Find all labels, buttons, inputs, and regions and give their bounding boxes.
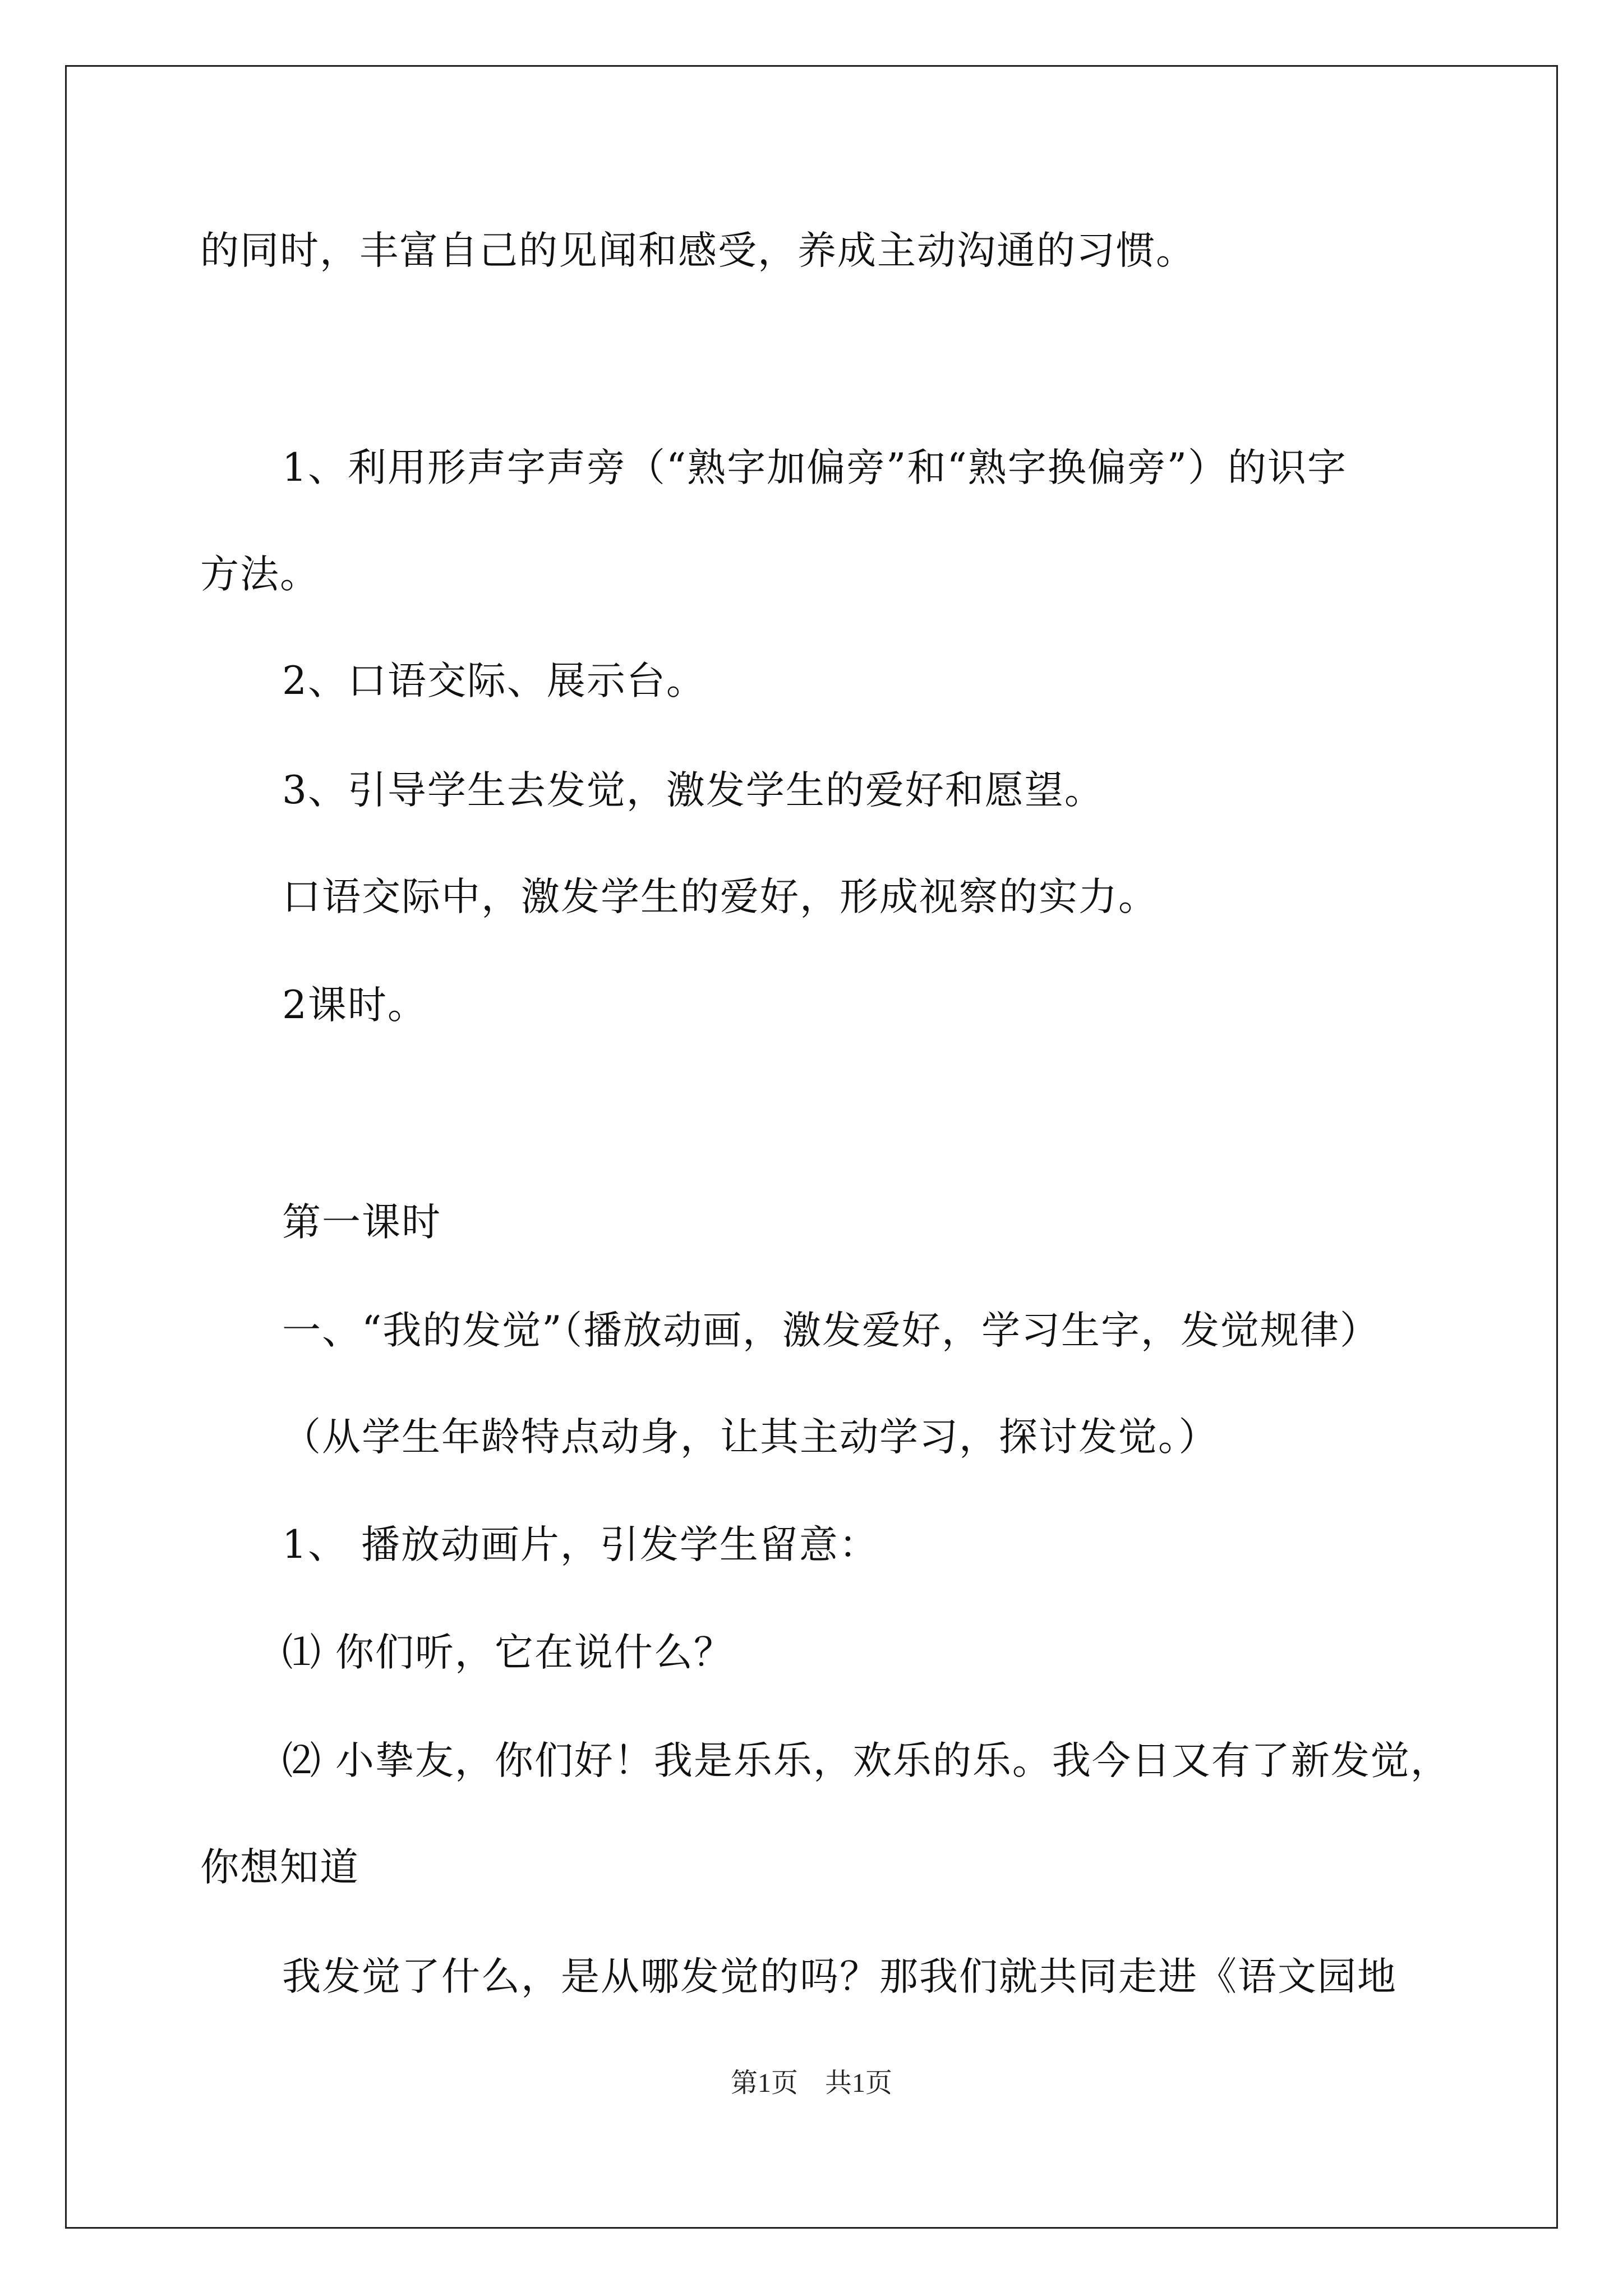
body-line-4: 2、口语交际、展示台。 xyxy=(282,659,706,703)
body-line-10: （从学生年龄特点动身，让其主动学习，探讨发觉。） xyxy=(282,1415,1219,1460)
body-line-7: 2课时。 xyxy=(282,983,427,1028)
section-heading: 第一课时 xyxy=(282,1200,441,1245)
body-line-5: 3、引导学生去发觉，激发学生的爱好和愿望。 xyxy=(282,768,1104,813)
body-line-9: 一、“我的发觉”（播放动画，激发爱好，学习生字，发觉规律） xyxy=(282,1308,1380,1353)
page-border xyxy=(65,65,1558,2229)
body-line-3: 方法。 xyxy=(200,552,320,597)
body-line-15: 我发觉了什么，是从哪发觉的吗？那我们就共同走进《语文园地 xyxy=(282,1954,1397,1999)
page-number-current: 第1页 xyxy=(730,2068,798,2098)
body-line-14: 你想知道 xyxy=(200,1845,359,1890)
body-line-11: 1、 播放动画片，引发学生留意： xyxy=(282,1522,879,1567)
body-line-1: 的同时，丰富自己的见闻和感受，养成主动沟通的习惯。 xyxy=(200,228,1196,273)
page-footer xyxy=(0,2070,1623,2097)
body-line-6: 口语交际中，激发学生的爱好，形成视察的实力。 xyxy=(282,875,1158,919)
page-number-total: 共1页 xyxy=(825,2068,893,2098)
body-line-12: ⑴ 你们听，它在说什么？ xyxy=(282,1630,734,1675)
body-line-13: ⑵ 小挚友，你们好！我是乐乐，欢乐的乐。我今日又有了新发觉， xyxy=(282,1738,1450,1783)
body-line-2: 1、利用形声字声旁（“熟字加偏旁”和“熟字换偏旁”）的识字 xyxy=(282,445,1347,490)
